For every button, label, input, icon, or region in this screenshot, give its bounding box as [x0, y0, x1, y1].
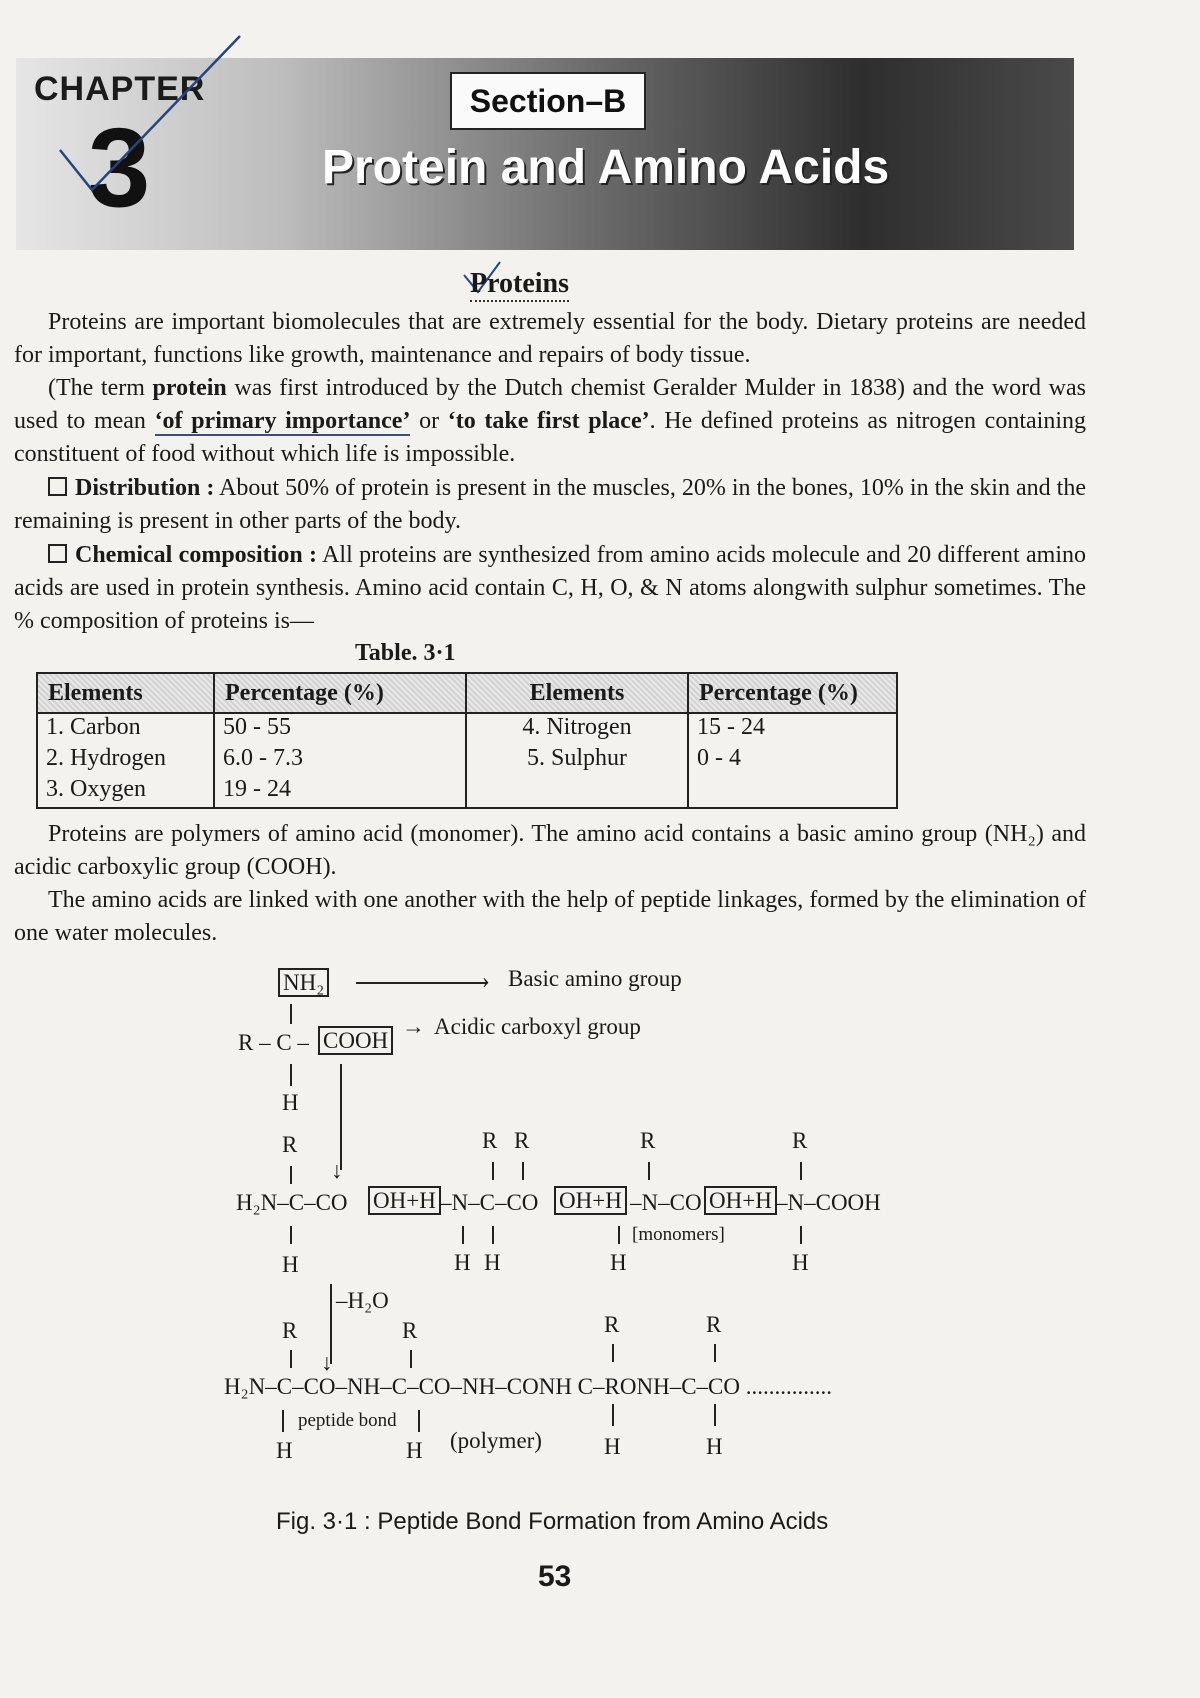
- table-cell: 0 - 4: [688, 745, 897, 776]
- chemical-composition-text: All proteins are synthesized from amino acids molecule and 20 different amino acids are used in protein synthesis. Amino acid contain C, H, O, & N atoms alongwith sulphur sometimes. The % composition of proteins is—: [14, 542, 1087, 634]
- water-elimination-box: OH+H: [704, 1188, 777, 1214]
- bond-line: [290, 1166, 292, 1184]
- checkbox-icon: [48, 477, 67, 496]
- table-cell: 1. Carbon: [37, 713, 214, 745]
- chapter-title: Protein and Amino Acids: [322, 141, 890, 194]
- intro-paragraph: [14, 306, 1086, 372]
- bond-line: [462, 1226, 464, 1244]
- bond-line: [800, 1162, 802, 1180]
- r-group: R: [282, 1318, 298, 1343]
- water-removed-label: –H₂O: [336, 1288, 389, 1313]
- table-cell: 5. Sulphur: [466, 745, 688, 776]
- arrow-down-icon: ↓: [331, 1158, 343, 1183]
- hydrogen-atom: H: [610, 1250, 627, 1275]
- definition-paragraph: [14, 372, 1086, 471]
- r-group: R: [604, 1312, 620, 1337]
- bond-line: [612, 1404, 614, 1426]
- arrow-down-icon: ↓: [321, 1350, 333, 1375]
- bond-line: [492, 1162, 494, 1180]
- hydrogen-atom: H: [406, 1438, 423, 1463]
- protein-term: protein: [152, 375, 227, 401]
- table-header: Elements: [37, 673, 214, 713]
- first-place-term: ‘to take first place’: [447, 408, 650, 434]
- peptide-bond-label: peptide bond: [298, 1410, 397, 1431]
- water-elimination-box: OH+H: [554, 1188, 627, 1214]
- r-group: R: [792, 1128, 808, 1153]
- definition-text-a: (The term: [48, 375, 153, 401]
- table-row: [37, 745, 897, 776]
- bond-line: [290, 1226, 292, 1244]
- composition-table: [36, 672, 898, 809]
- table-header: Percentage (%): [688, 673, 897, 713]
- table-row: [37, 776, 897, 808]
- bond-line: [618, 1226, 620, 1244]
- table-header: Percentage (%): [214, 673, 466, 713]
- table-caption: Table. 3·1: [355, 640, 456, 666]
- section-label: Section–B: [450, 72, 646, 130]
- figure-caption: Fig. 3·1 : Peptide Bond Formation from Amino Acids: [276, 1508, 829, 1535]
- basic-amino-label: Basic amino group: [508, 966, 682, 991]
- hydrogen-atom: H: [604, 1434, 621, 1459]
- primary-importance-term: ‘of primary importance’: [154, 408, 411, 434]
- table-header-row: [37, 673, 897, 713]
- bond-line: [418, 1410, 420, 1432]
- acidic-carboxyl-label: Acidic carboxyl group: [434, 1014, 641, 1039]
- bond-line: [714, 1404, 716, 1426]
- definition-text-b: was first introduced by the Dutch chemist Geralder Mulder in 1838) and the word was used to mean: [14, 375, 1086, 434]
- polymer-label: (polymer): [450, 1428, 542, 1453]
- reaction-arrow-line: [340, 1064, 342, 1170]
- peptide-paragraph: [14, 884, 1086, 950]
- monomer-chain-part: H₂N–C–CO: [236, 1190, 348, 1215]
- page-number: 53: [538, 1560, 572, 1593]
- r-group: R: [640, 1128, 656, 1153]
- chapter-number: 3: [88, 105, 151, 230]
- chemical-composition-label: Chemical composition :: [75, 542, 318, 568]
- chapter-label: CHAPTER: [34, 70, 206, 108]
- hydrogen-atom: H: [706, 1434, 723, 1459]
- distribution-paragraph: [14, 472, 1086, 538]
- r-group: R: [402, 1318, 418, 1343]
- table-cell: 3. Oxygen: [37, 776, 214, 808]
- chemical-composition-paragraph: [14, 539, 1086, 638]
- hydrogen-atom: H: [282, 1090, 299, 1115]
- hydrogen-atom: H: [454, 1250, 471, 1275]
- monomer-chain-part: –N–C–CO: [440, 1190, 539, 1215]
- r-group: R: [282, 1132, 298, 1157]
- definition-text-d: . He defined proteins as nitrogen containing constituent of food without which life is impossible.: [14, 408, 1086, 467]
- table-header: Elements: [466, 673, 688, 713]
- water-elimination-box: OH+H: [368, 1188, 441, 1214]
- r-group: R: [482, 1128, 498, 1153]
- table-cell: [688, 776, 897, 808]
- amino-group-box: NH₂: [278, 970, 329, 996]
- carboxyl-group-box: COOH: [318, 1028, 393, 1054]
- bond-line: [290, 1064, 292, 1086]
- r-c-group: R – C –: [238, 1030, 309, 1055]
- table-cell: 2. Hydrogen: [37, 745, 214, 776]
- r-group: R: [514, 1128, 530, 1153]
- bond-line: [492, 1226, 494, 1244]
- monomer-chain-part: –N–CO: [630, 1190, 702, 1215]
- monomers-label: [monomers]: [632, 1224, 725, 1245]
- bond-line: [648, 1162, 650, 1180]
- table-cell: 4. Nitrogen: [466, 713, 688, 745]
- bond-line: [282, 1410, 284, 1432]
- table-cell: 6.0 - 7.3: [214, 745, 466, 776]
- table-cell: 19 - 24: [214, 776, 466, 808]
- bond-line: [800, 1226, 802, 1244]
- polymer-text: Proteins are polymers of amino acid (monomer). The amino acid contains a basic amino group (NH₂) and acidic carboxylic group (COOH).: [14, 821, 1086, 880]
- intro-text: Proteins are important biomolecules that are extremely essential for the body. Dietary proteins are needed for important, functions like growth, maintenance and repairs of body tissue.: [14, 309, 1086, 368]
- bond-line: [290, 1350, 292, 1368]
- hydrogen-atom: H: [792, 1250, 809, 1275]
- arrow-line: [356, 982, 486, 984]
- hydrogen-atom: H: [484, 1250, 501, 1275]
- pen-tick-marks: [0, 0, 1200, 300]
- table-cell: [466, 776, 688, 808]
- hydrogen-atom: H: [282, 1252, 299, 1277]
- r-group: R: [706, 1312, 722, 1337]
- arrow-head-icon: ›: [482, 968, 490, 993]
- table-cell: 15 - 24: [688, 713, 897, 745]
- polymer-chain: H₂N–C–CO–NH–C–CO–NH–CONH C–RONH–C–CO ...............: [224, 1374, 832, 1399]
- distribution-text: About 50% of protein is present in the muscles, 20% in the bones, 10% in the skin and the remaining is present in other parts of the body.: [14, 475, 1086, 534]
- table-cell: 50 - 55: [214, 713, 466, 745]
- peptide-text: The amino acids are linked with one another with the help of peptide linkages, formed by the elimination of one water molecules.: [14, 887, 1086, 946]
- definition-text-c: or: [410, 408, 448, 434]
- distribution-label: Distribution :: [75, 475, 215, 501]
- monomer-chain-part: –N–COOH: [776, 1190, 881, 1215]
- bond-line: [612, 1344, 614, 1362]
- arrow-head-icon: →: [402, 1014, 425, 1039]
- bond-line: [714, 1344, 716, 1362]
- bond-line: [522, 1162, 524, 1180]
- bond-line: [410, 1350, 412, 1368]
- hydrogen-atom: H: [276, 1438, 293, 1463]
- checkbox-icon: [48, 544, 67, 563]
- polymer-paragraph: [14, 818, 1086, 884]
- bond-line: [290, 1004, 292, 1024]
- table-row: [37, 713, 897, 745]
- section-heading: Proteins: [470, 268, 569, 302]
